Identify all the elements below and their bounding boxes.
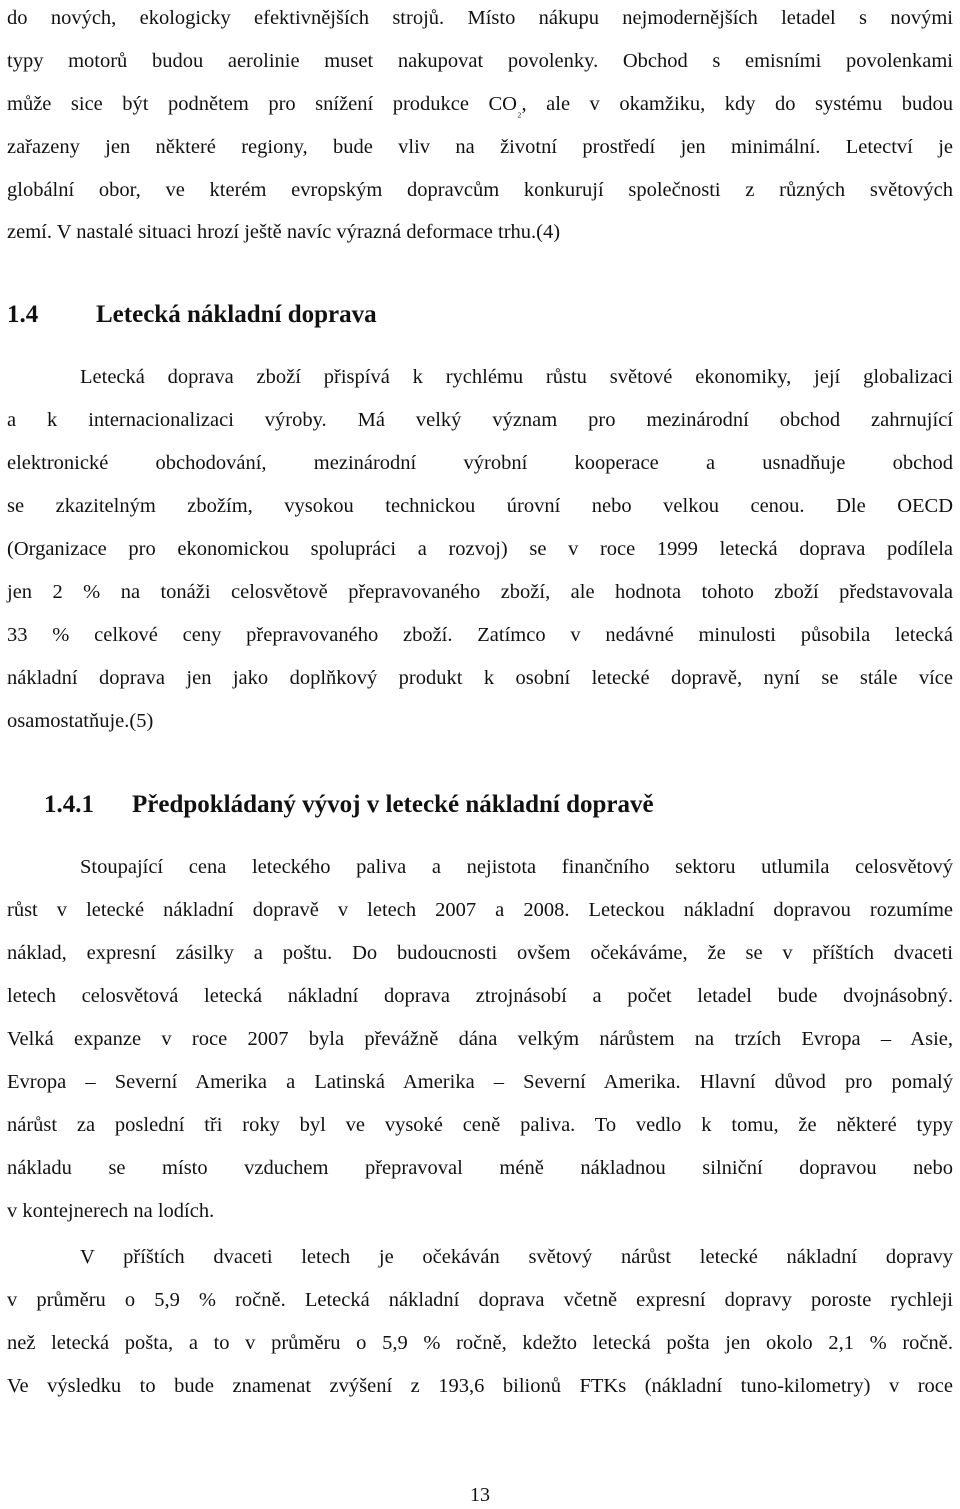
text-line: letech celosvětová letecká nákladní doprava ztrojnásobí a počet letadel bude dvojnásobný. <box>7 985 953 1007</box>
text-fragment: může sice být podnětem pro snížení produkce CO <box>7 93 517 115</box>
text-line: nákladu se místo vzduchem přepravoval méně nákladnou silniční dopravou nebo <box>7 1157 953 1179</box>
text-line-co2 <box>7 91 953 117</box>
text-line: než letecká pošta, a to v průměru o 5,9 % ročně, kdežto letecká pošta jen okolo 2,1 % ročně. <box>7 1332 953 1354</box>
text-line: zařazeny jen některé regiony, bude vliv na životní prostředí jen minimální. Letectví je <box>7 136 953 158</box>
text-line: V příštích dvaceti letech je očekáván světový nárůst letecké nákladní dopravy <box>80 1246 953 1268</box>
text-line: typy motorů budou aerolinie muset nakupovat povolenky. Obchod s emisními povolenkami <box>7 50 953 72</box>
text-line: Letecká doprava zboží přispívá k rychlému růstu světové ekonomiky, její globalizaci <box>80 366 953 388</box>
text-line: se zkazitelným zbožím, vysokou technickou úrovní nebo velkou cenou. Dle OECD <box>7 495 953 517</box>
page-number: 13 <box>470 1484 490 1506</box>
text-line: v průměru o 5,9 % ročně. Letecká nákladní doprava včetně expresní dopravy poroste rychleji <box>7 1289 953 1311</box>
text-line: do nových, ekologicky efektivnějších strojů. Místo nákupu nejmodernějších letadel s novými <box>7 7 953 29</box>
text-line: (Organizace pro ekonomickou spolupráci a rozvoj) se v roce 1999 letecká doprava podílela <box>7 538 953 560</box>
text-line: nákladní doprava jen jako doplňkový produkt k osobní letecké dopravě, nyní se stále více <box>7 667 953 689</box>
text-line: náklad, expresní zásilky a poštu. Do budoucnosti ovšem očekáváme, že se v příštích dvaceti <box>7 942 953 964</box>
text-line: 33 % celkové ceny přepravovaného zboží. Zatímco v nedávné minulosti působila letecká <box>7 624 953 646</box>
section-number: 1.4.1 <box>44 791 94 818</box>
section-title: Předpokládaný vývoj v letecké nákladní dopravě <box>132 791 654 818</box>
text-line: zemí. V nastalé situaci hrozí ještě navíc výrazná deformace trhu.(4) <box>7 221 561 243</box>
text-line: Velká expanze v roce 2007 byla převážně dána velkým nárůstem na trzích Evropa – Asie, <box>7 1028 953 1050</box>
section-title: Letecká nákladní doprava <box>96 301 377 328</box>
text-line: a k internacionalizaci výroby. Má velký význam pro mezinárodní obchod zahrnující <box>7 409 953 431</box>
text-line: růst v letecké nákladní dopravě v letech 2007 a 2008. Leteckou nákladní dopravou rozumíme <box>7 899 953 921</box>
subscript-2: ₂ <box>516 103 522 119</box>
text-line: v kontejnerech na lodích. <box>7 1200 215 1222</box>
text-line: osamostatňuje.(5) <box>7 710 154 732</box>
section-number: 1.4 <box>7 301 39 328</box>
text-line: Stoupající cena leteckého paliva a nejistota finančního sektoru utlumila celosvětový <box>80 856 953 878</box>
text-line: elektronické obchodování, mezinárodní výrobní kooperace a usnadňuje obchod <box>7 452 953 474</box>
text-fragment: , ale v okamžiku, kdy do systému budou <box>521 93 953 115</box>
text-line: Evropa – Severní Amerika a Latinská Amerika – Severní Amerika. Hlavní důvod pro pomalý <box>7 1071 953 1093</box>
text-line: jen 2 % na tonáži celosvětově přepravovaného zboží, ale hodnota tohoto zboží představovala <box>7 581 953 603</box>
text-line: globální obor, ve kterém evropským dopravcům konkurují společnosti z různých světových <box>7 179 953 201</box>
text-line: nárůst za poslední tři roky byl ve vysoké ceně paliva. To vedlo k tomu, že některé typy <box>7 1114 953 1136</box>
text-line: Ve výsledku to bude znamenat zvýšení z 193,6 bilionů FTKs (nákladní tuno-kilometry) v roce <box>7 1375 953 1397</box>
